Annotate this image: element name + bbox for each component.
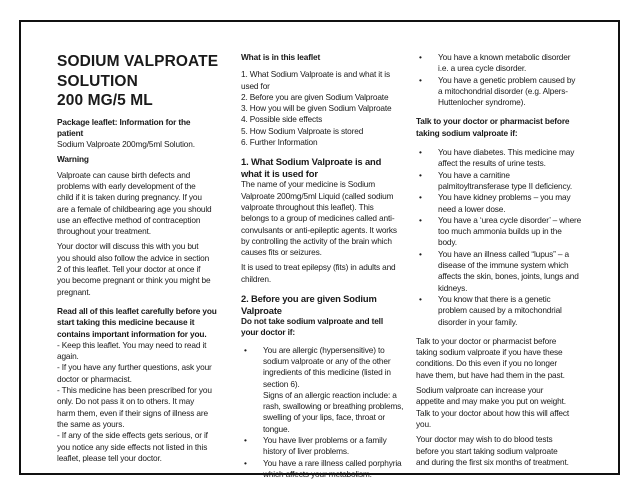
warning-heading: Warning xyxy=(57,154,89,165)
column-1 xyxy=(57,52,229,464)
document-title: SODIUM VALPROATE SOLUTION 200 MG/5 ML xyxy=(57,53,219,109)
list-item: • You have a known metabolic disorder i.e. a urea cycle disorder. xyxy=(416,52,612,75)
contents-list xyxy=(241,69,409,148)
section-1-text: The name of your medicine is Sodium Valproate 200mg/5ml Liquid (called sodium valproate throughout this leaflet). This belongs to a group of medicines called anti- convulsants or anti-epileptic agents. It works by controlling the activity of the brain which causes fits or seizures. xyxy=(241,179,397,258)
talk-paragraph: Talk to your doctor or pharmacist before taking sodium valproate if you have these conditions. Do this even if you no longer have them, but have had them in the past. xyxy=(416,335,565,380)
conditions-list-top xyxy=(416,52,612,108)
read-leaflet-text: - Keep this leaflet. You may need to read it again. - If you have any further questions, ask your doctor or pharmacist. - This medicine has been prescribed for you only. Do not pass it on to others. It may harm them, even if their signs of illness are the same as yours. - If any of the side effects gets serious, or if you notice any side effects not listed in this leaflet, please tell your doctor. xyxy=(57,339,212,463)
contents-item: 4. Possible side effects xyxy=(241,114,323,125)
package-leaflet-heading: Package leaflet: Information for the patient xyxy=(57,116,191,138)
list-item: • You have a genetic problem caused by a mitochondrial disorder (e.g. Alpers- Huttenlocher syndrome). xyxy=(416,75,612,109)
contents-item: 5. How Sodium Valproate is stored xyxy=(241,125,364,136)
read-leaflet-heading: Read all of this leaflet carefully before you start taking this medicine because it contains important information for you. xyxy=(57,305,217,339)
list-item: • You have a ‘urea cycle disorder’ – where too much ammonia builds up in the body. xyxy=(416,215,612,249)
section-2-subheading: Do not take sodium valproate and tell your doctor if: xyxy=(241,316,383,338)
list-item: • You have liver problems or a family history of liver problems. xyxy=(241,435,409,458)
list-item: • You have kidney problems – you may need a lower dose. xyxy=(416,192,612,215)
list-item: • You have a rare illness called porphyria which affects your metabolism. xyxy=(241,458,409,481)
list-item: • You have diabetes. This medicine may affect the results of urine tests. xyxy=(416,147,612,170)
contents-item: 1. What Sodium Valproate is and what it is used for xyxy=(241,69,390,91)
column-3 xyxy=(416,52,612,468)
contents-item: 3. How you will be given Sodium Valproate xyxy=(241,103,392,114)
section-1-text-2: It is used to treat epilepsy (fits) in adults and children. xyxy=(241,262,396,284)
section-1-heading: 1. What Sodium Valproate is and what it is used for xyxy=(241,156,382,179)
do-not-take-list xyxy=(241,345,409,481)
contents-item: 2. Before you are given Sodium Valproate xyxy=(241,91,389,102)
list-item: • You know that there is a genetic problem caused by a mitochondrial disorder in your family. xyxy=(416,294,612,328)
blood-tests-paragraph: Your doctor may wish to do blood tests before you start taking sodium valproate and during the first six months of treatment. xyxy=(416,434,569,467)
talk-to-doctor-list xyxy=(416,147,612,328)
list-item: • You have a carnitine palmitoyltransferase type II deficiency. xyxy=(416,170,612,193)
list-item: • You are allergic (hypersensitive) to sodium valproate or any of the other ingredients of this medicine (listed in section 6). Signs of an allergic reaction include: a rash, swallowing or breathing problems, swelling of your lips, face, throat or tongue. xyxy=(241,345,409,435)
appetite-paragraph: Sodium valproate can increase your appetite and may make you put on weight. Talk to your doctor about how this will affect you. xyxy=(416,385,569,429)
contents-item: 6. Further Information xyxy=(241,137,318,148)
warning-paragraph-1: Valproate can cause birth defects and problems with early development of the child if it is taken during pregnancy. If you are a female of childbearing age you should use an effective method of contraception throughout your treatment. xyxy=(57,169,212,237)
package-leaflet-text: Sodium Valproate 200mg/5ml Solution. xyxy=(57,139,195,150)
column-2 xyxy=(241,52,409,480)
warning-paragraph-2: Your doctor will discuss this with you but you should also follow the advice in section 2 of this leaflet. Tell your doctor at once if you become pregnant or think you might be pregnant. xyxy=(57,241,211,297)
contents-heading: What is in this leaflet xyxy=(241,52,321,62)
list-item: • You have an illness called “lupus” – a disease of the immune system which affects the skin, bones, joints, lungs and kidneys. xyxy=(416,249,612,294)
section-2-heading: 2. Before you are given Sodium Valproate xyxy=(241,293,377,316)
talk-to-doctor-heading: Talk to your doctor or pharmacist before taking sodium valproate if: xyxy=(416,116,570,138)
